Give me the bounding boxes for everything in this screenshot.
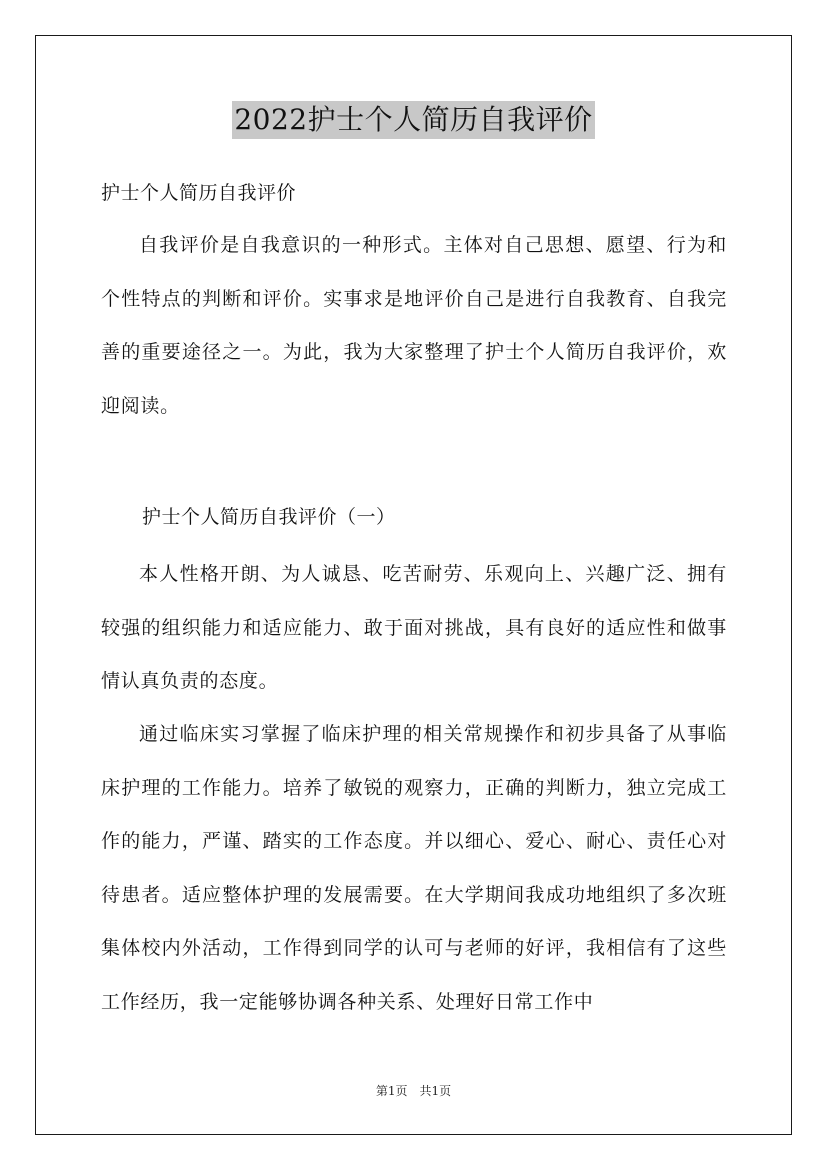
document-subtitle: 护士个人简历自我评价 <box>101 182 297 204</box>
intro-paragraph: 自我评价是自我意识的一种形式。主体对自己思想、愿望、行为和个性特点的判断和评价。实事求是地评价自己是进行自我教育、自我完善的重要途径之一。为此，我为大家整理了护士个人简历自我评价，欢迎阅读。 <box>101 234 727 417</box>
document-title: 2022护士个人简历自我评价 <box>232 101 594 139</box>
section-heading: 护士个人简历自我评价（一） <box>142 506 396 528</box>
body-paragraph-2: 通过临床实习掌握了临床护理的相关常规操作和初步具备了从事临床护理的工作能力。培养了敏锐的观察力，正确的判断力，独立完成工作的能力，严谨、踏实的工作态度。并以细心、爱心、耐心、责任心对待患者。适应整体护理的发展需要。在大学期间我成功地组织了多次班集体校内外活动，工作得到同学的认可与老师的好评，我相信有了这些工作经历，我一定能够协调各种关系、处理好日常工作中 <box>101 723 727 1013</box>
page-number-footer: 第1页 共1页 <box>375 1084 452 1098</box>
title-container <box>0 101 827 139</box>
body-paragraph-1: 本人性格开朗、为人诚恳、吃苦耐劳、乐观向上、兴趣广泛、拥有较强的组织能力和适应能力、敢于面对挑战，具有良好的适应性和做事情认真负责的态度。 <box>101 563 727 692</box>
